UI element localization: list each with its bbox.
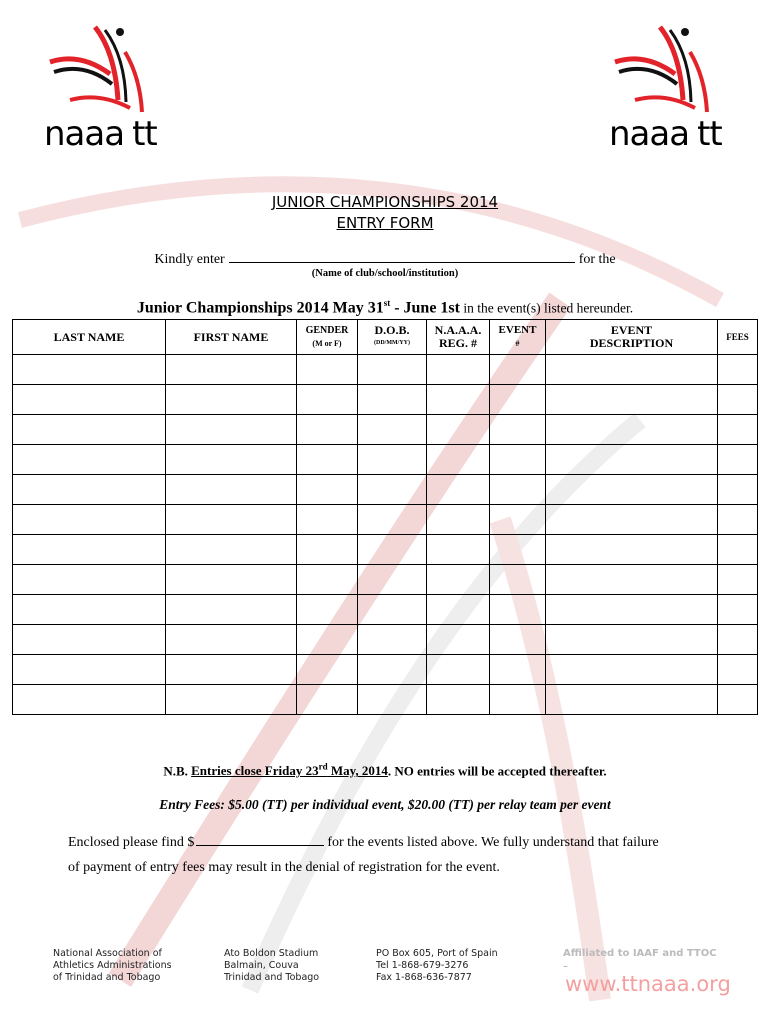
cell-reg[interactable] [427,595,490,625]
footer-affiliation: Affiliated to IAAF and TTOC [563,948,717,959]
cell-gender[interactable] [297,565,358,595]
cell-gender[interactable] [297,595,358,625]
cell-last-name[interactable] [13,595,166,625]
col-last-name: LAST NAME [13,320,166,355]
cell-dob[interactable] [358,565,427,595]
cell-reg[interactable] [427,385,490,415]
dob-sub: (DD/MM/YY) [374,340,410,346]
cell-event-description[interactable] [546,655,718,685]
cell-event-description[interactable] [546,625,718,655]
cell-reg[interactable] [427,535,490,565]
cell-event-description[interactable] [546,445,718,475]
desc-line1: EVENT [610,323,653,337]
naaa-logo-right [605,22,740,152]
footer-website[interactable]: www.ttnaaa.org [565,972,731,996]
footer-org [53,948,172,984]
cell-first-name[interactable] [166,475,297,505]
kindly-suffix: for the [578,252,616,267]
cell-event-description[interactable] [546,475,718,505]
cell-event-number[interactable] [490,685,546,715]
club-name-caption: (Name of club/school/institution) [311,268,459,279]
cell-first-name[interactable] [166,625,297,655]
nb-close-month: May, 2014 [327,763,388,779]
cell-event-number[interactable] [490,565,546,595]
cell-last-name[interactable] [13,565,166,595]
page-title: JUNIOR CHAMPIONSHIPS 2014 [271,193,499,211]
cell-fees[interactable] [718,445,758,475]
athlete-swoosh-icon [40,22,175,114]
cell-last-name[interactable] [13,655,166,685]
footer-org-line: Athletics Administrations [53,960,172,971]
cell-gender[interactable] [297,655,358,685]
cell-dob[interactable] [358,355,427,385]
cell-event-description[interactable] [546,685,718,715]
cell-event-description[interactable] [546,595,718,625]
logo-naaa-text: naaa [609,114,690,154]
cell-first-name[interactable] [166,655,297,685]
cell-first-name[interactable] [166,415,297,445]
club-name-blank[interactable] [229,250,575,263]
cell-first-name[interactable] [166,595,297,625]
cell-dob[interactable] [358,415,427,445]
cell-event-description[interactable] [546,415,718,445]
amount-blank[interactable] [196,833,324,846]
table-row [13,445,758,475]
footer-stadium-line: Trinidad and Tobago [224,972,320,983]
footer-contact [376,948,498,984]
cell-first-name[interactable] [166,535,297,565]
col-reg [427,320,490,355]
cell-event-number[interactable] [490,535,546,565]
footer-stadium-line: Balmain, Couva [224,960,299,971]
cell-event-description[interactable] [546,535,718,565]
cell-fees[interactable] [718,685,758,715]
cell-last-name[interactable] [13,475,166,505]
cell-dob[interactable] [358,625,427,655]
table-row [13,625,758,655]
cell-last-name[interactable] [13,415,166,445]
club-name-line [0,250,770,268]
table-row [13,475,758,505]
cell-reg[interactable] [427,355,490,385]
cell-fees[interactable] [718,595,758,625]
logo-naaa-text: naaa [44,114,125,154]
col-event-description [546,320,718,355]
cell-dob[interactable] [358,475,427,505]
cell-first-name[interactable] [166,355,297,385]
table-row [13,415,758,445]
cell-event-number[interactable] [490,505,546,535]
cell-fees[interactable] [718,415,758,445]
cell-first-name[interactable] [166,505,297,535]
cell-reg[interactable] [427,655,490,685]
cell-fees[interactable] [718,385,758,415]
cell-gender[interactable] [297,685,358,715]
cell-reg[interactable] [427,415,490,445]
cell-dob[interactable] [358,505,427,535]
table-row [13,385,758,415]
championship-name: Junior Championships 2014 May 31 [136,299,384,317]
cell-first-name[interactable] [166,565,297,595]
cell-event-number[interactable] [490,415,546,445]
cell-fees[interactable] [718,655,758,685]
col-dob [358,320,427,355]
cell-dob[interactable] [358,385,427,415]
cell-event-number[interactable] [490,625,546,655]
table-row [13,595,758,625]
cell-event-number[interactable] [490,355,546,385]
table-row [13,685,758,715]
cell-event-number[interactable] [490,385,546,415]
nb-close-date: Entries close Friday 23 [191,763,319,779]
event-line2: # [515,339,520,348]
cell-fees[interactable] [718,625,758,655]
cell-fees[interactable] [718,535,758,565]
cell-reg[interactable] [427,445,490,475]
cell-last-name[interactable] [13,445,166,475]
footer-org-line: National Association of [53,948,162,959]
cell-gender[interactable] [297,415,358,445]
col-gender [297,320,358,355]
gender-sub: (M or F) [312,339,342,348]
cell-reg[interactable] [427,475,490,505]
logo-tt-text: tt [697,114,722,154]
cell-last-name[interactable] [13,505,166,535]
table-row [13,535,758,565]
cell-last-name[interactable] [13,355,166,385]
logo-tt-text: tt [132,114,157,154]
naaa-logo-left [40,22,175,152]
reg-line2: REG. # [438,336,477,350]
col-fees: FEES [718,320,758,355]
cell-first-name[interactable] [166,385,297,415]
cell-reg[interactable] [427,625,490,655]
page-subtitle: ENTRY FORM [336,214,434,232]
cell-gender[interactable] [297,505,358,535]
footer-dash: – [563,961,568,972]
entry-fees-note: Entry Fees: $5.00 (TT) per individual event, $20.00 (TT) per relay team per event [159,797,611,812]
cell-event-number[interactable] [490,445,546,475]
cell-last-name[interactable] [13,535,166,565]
nb-date-sup: rd [318,762,328,772]
enclosed-prefix: Enclosed please find $ [68,835,195,850]
nb-prefix: N.B. [163,763,192,779]
cell-fees[interactable] [718,505,758,535]
cell-first-name[interactable] [166,685,297,715]
desc-line2: DESCRIPTION [589,336,674,350]
nb-rest: . NO entries will be accepted thereafter. [387,763,607,779]
footer-stadium [224,948,319,984]
cell-gender[interactable] [297,355,358,385]
payment-line: of payment of entry fees may result in the denial of registration for the event. [68,860,500,875]
championship-end-date: - June 1st [390,299,460,317]
cell-last-name[interactable] [13,385,166,415]
cell-fees[interactable] [718,565,758,595]
championship-line [0,298,770,317]
athlete-swoosh-icon [605,22,740,114]
cell-dob[interactable] [358,595,427,625]
cell-reg[interactable] [427,565,490,595]
dob-label: D.O.B. [374,323,410,337]
table-row [13,355,758,385]
cell-reg[interactable] [427,505,490,535]
cell-gender[interactable] [297,535,358,565]
cell-event-number[interactable] [490,595,546,625]
cell-gender[interactable] [297,625,358,655]
footer-org-line: of Trinidad and Tobago [53,972,161,983]
cell-event-number[interactable] [490,655,546,685]
cell-gender[interactable] [297,385,358,415]
cell-dob[interactable] [358,445,427,475]
table-row [13,565,758,595]
cell-gender[interactable] [297,445,358,475]
footer-contact-line: Fax 1-868-636-7877 [376,972,472,983]
kindly-prefix: Kindly enter [154,252,225,267]
gender-label: GENDER [305,325,349,336]
table-row [13,505,758,535]
cell-event-description[interactable] [546,355,718,385]
reg-line1: N.A.A.A. [434,323,482,337]
cell-dob[interactable] [358,685,427,715]
cell-reg[interactable] [427,685,490,715]
table-header-row [13,320,758,355]
cell-last-name[interactable] [13,625,166,655]
championship-rest: in the event(s) listed hereunder. [459,300,634,316]
col-event-number [490,320,546,355]
cell-dob[interactable] [358,535,427,565]
footer-contact-line: Tel 1-868-679-3276 [376,960,469,971]
cell-event-description[interactable] [546,565,718,595]
cell-dob[interactable] [358,655,427,685]
cell-event-number[interactable] [490,475,546,505]
event-line1: EVENT [498,324,537,336]
cell-event-description[interactable] [546,385,718,415]
cell-first-name[interactable] [166,445,297,475]
entry-table [12,319,758,715]
cell-event-description[interactable] [546,505,718,535]
footer-contact-line: PO Box 605, Port of Spain [376,948,498,959]
cell-last-name[interactable] [13,685,166,715]
cell-gender[interactable] [297,475,358,505]
championship-date-sup: st [383,298,391,308]
entry-rows [13,355,758,715]
cell-fees[interactable] [718,475,758,505]
table-row [13,655,758,685]
enclosed-line [68,833,659,851]
closing-notice [0,762,770,779]
col-first-name: FIRST NAME [166,320,297,355]
footer-stadium-line: Ato Boldon Stadium [224,948,319,959]
cell-fees[interactable] [718,355,758,385]
enclosed-suffix: for the events listed above. We fully understand that failure [327,835,659,850]
